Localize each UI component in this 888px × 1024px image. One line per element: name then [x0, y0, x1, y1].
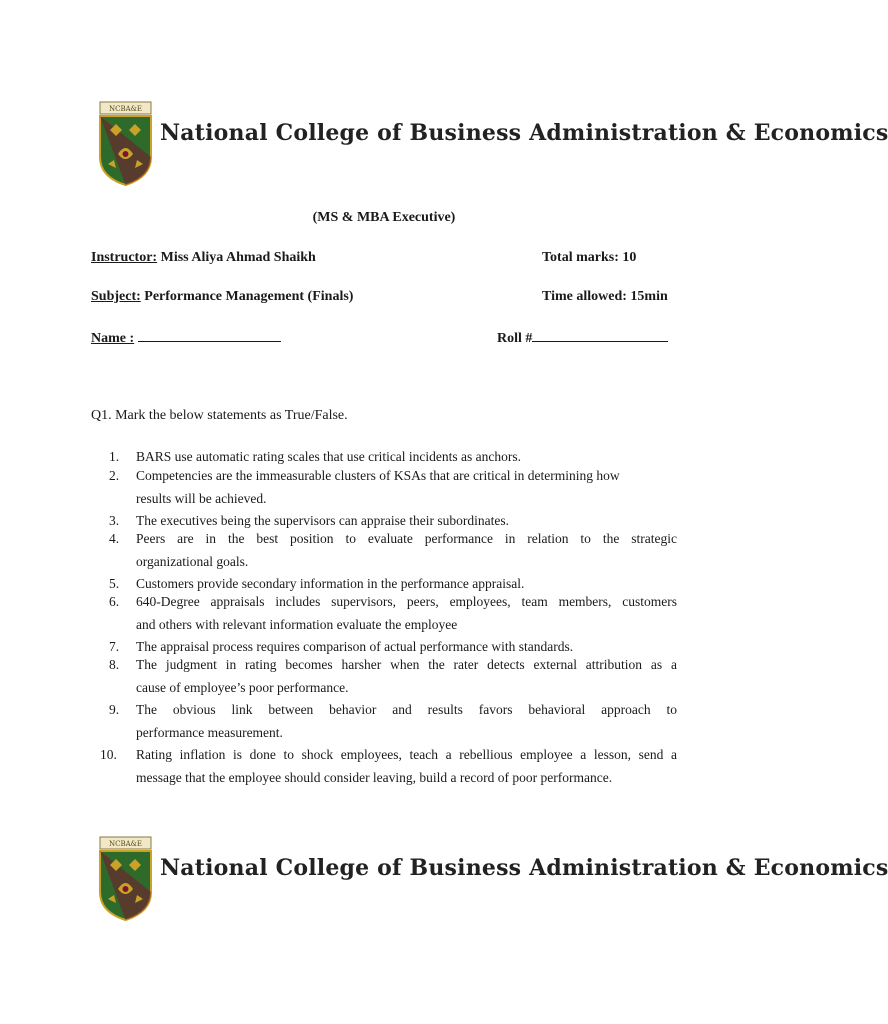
- statement-list: [100, 448, 677, 791]
- statement-text-line1: The judgment in rating becomes harsher when the rater detects external attribution as a: [136, 657, 677, 672]
- statement-number: 5.: [109, 576, 120, 591]
- statement-text-line1: Competencies are the immeasurable clusters of KSAs that are critical in determining how: [136, 468, 620, 483]
- name-roll-row: [91, 329, 691, 349]
- statement-number: 10.: [100, 747, 117, 762]
- statement-text-line1: Peers are in the best position to evaluate performance in relation to the strategic: [136, 531, 677, 546]
- roll-label: Roll #: [497, 331, 533, 346]
- subject-label: Subject:: [91, 289, 141, 304]
- statement-text-line1: 640-Degree appraisals includes supervisors, peers, employees, team members, customers: [136, 594, 677, 609]
- college-name: National College of Business Administration & Economics: [160, 855, 888, 881]
- statement-text-line2: and others with relevant information evaluate the employee: [136, 617, 458, 632]
- instructor-info: [91, 250, 316, 266]
- statement-text-line1: Rating inflation is done to shock employees, teach a rebellious employee a lesson, send a: [136, 747, 677, 762]
- statement-item: [109, 467, 677, 512]
- instructor-row: [91, 250, 691, 270]
- college-crest-logo: [98, 102, 153, 186]
- statement-item: [109, 638, 677, 656]
- statement-number: 6.: [109, 594, 120, 609]
- subject-name: Performance Management (Finals): [144, 289, 354, 304]
- crest-caption: NCBA&E: [108, 105, 143, 113]
- statement-number: 9.: [109, 702, 120, 717]
- statement-text: Customers provide secondary information in the performance appraisal.: [136, 576, 525, 591]
- statement-number: 3.: [109, 513, 120, 528]
- statement-number: 4.: [109, 531, 120, 546]
- subject-info: [91, 289, 353, 305]
- statement-number: 2.: [109, 468, 120, 483]
- statement-item: [109, 656, 677, 701]
- subject-row: [91, 289, 691, 309]
- program-title: (MS & MBA Executive): [312, 210, 456, 225]
- statement-item: [109, 512, 677, 530]
- statement-item: [109, 701, 677, 746]
- total-marks: Total marks: 10: [542, 250, 637, 265]
- roll-field[interactable]: [497, 329, 668, 347]
- statement-text-line2: organizational goals.: [136, 554, 249, 569]
- statement-item: [109, 575, 677, 593]
- statement-item: [109, 448, 677, 466]
- statement-text-line1: The obvious link between behavior and results favors behavioral approach to: [136, 702, 677, 717]
- instructor-label: Instructor:: [91, 250, 158, 265]
- college-footer: [98, 837, 888, 927]
- name-label: Name :: [91, 331, 135, 346]
- statement-number: 7.: [109, 639, 120, 654]
- instructor-name: Miss Aliya Ahmad Shaikh: [160, 250, 316, 265]
- statement-text-line2: cause of employee’s poor performance.: [136, 680, 349, 695]
- statement-text: The appraisal process requires comparison of actual performance with standards.: [136, 639, 574, 654]
- college-header: [98, 102, 888, 192]
- name-blank-line[interactable]: [138, 329, 281, 342]
- crest-caption: NCBA&E: [108, 840, 143, 848]
- statement-number: 1.: [109, 449, 120, 464]
- statement-text: BARS use automatic rating scales that use critical incidents as anchors.: [136, 449, 522, 464]
- statement-text-line2: results will be achieved.: [136, 491, 267, 506]
- time-allowed: Time allowed: 15min: [542, 289, 668, 304]
- college-crest-logo: [98, 837, 153, 921]
- statement-item: [109, 530, 677, 575]
- question-heading: Q1. Mark the below statements as True/False.: [91, 408, 348, 423]
- roll-blank-line[interactable]: [532, 329, 668, 342]
- statement-item: [100, 746, 677, 791]
- statement-item: [109, 593, 677, 638]
- statement-text: The executives being the supervisors can appraise their subordinates.: [136, 513, 510, 528]
- statement-text-line2: performance measurement.: [136, 725, 283, 740]
- statement-text-line2: message that the employee should consider leaving, build a record of poor performance.: [136, 770, 613, 785]
- statement-number: 8.: [109, 657, 120, 672]
- name-field[interactable]: [91, 329, 281, 347]
- college-name: National College of Business Administration & Economics: [160, 120, 888, 146]
